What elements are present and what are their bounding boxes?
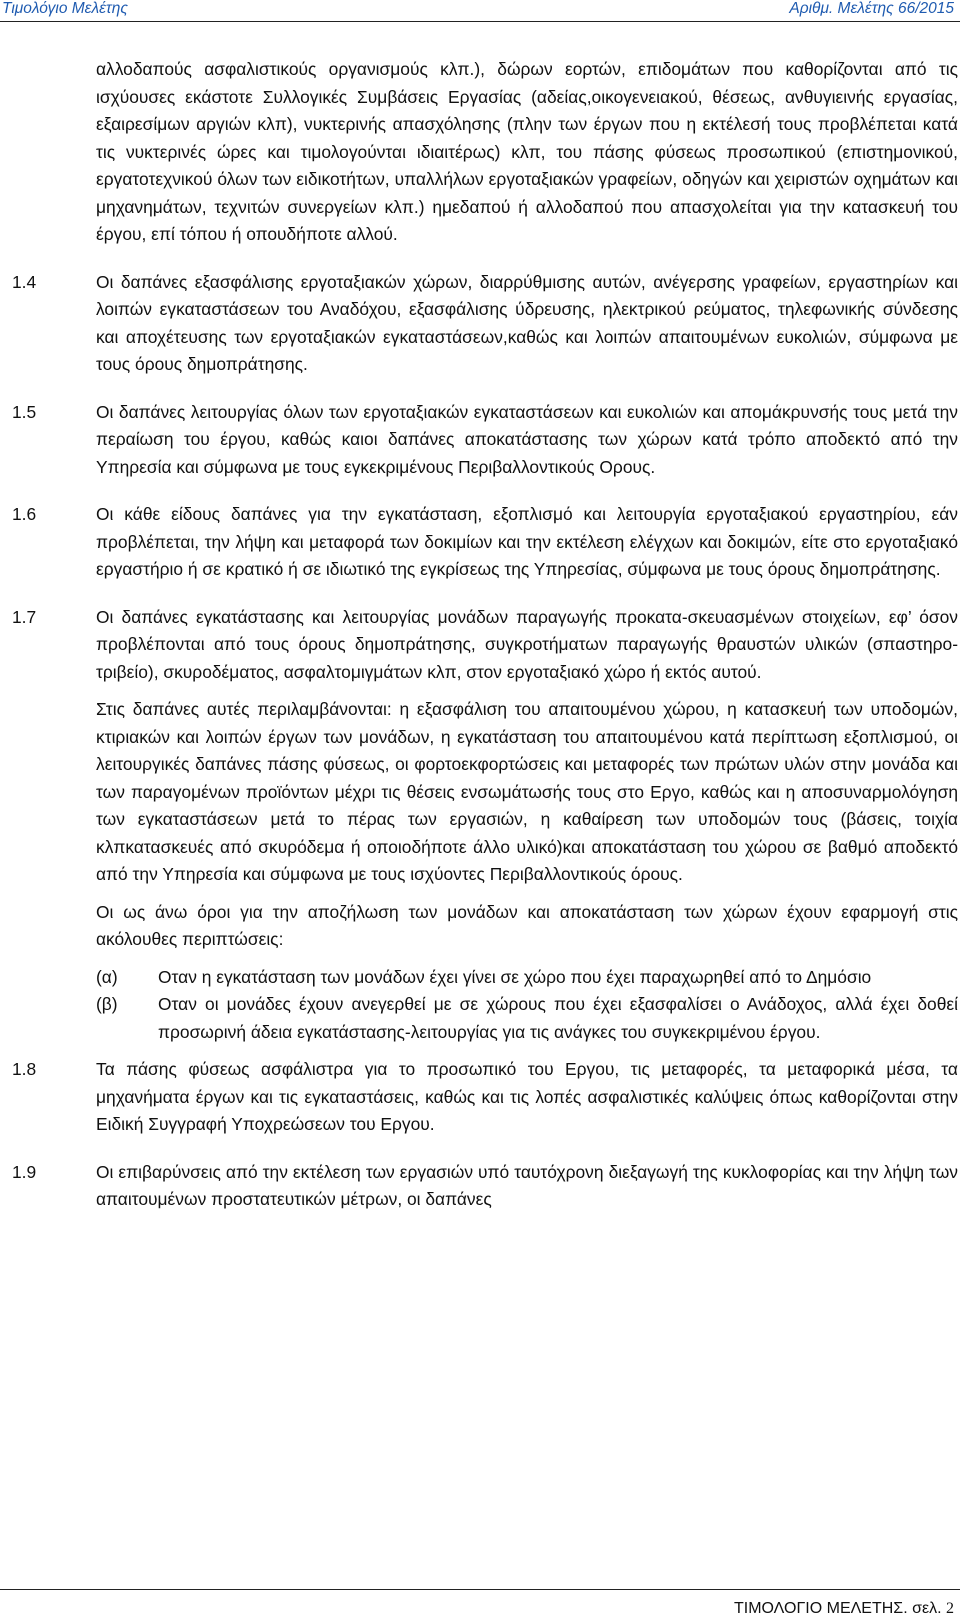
- sub-item-text: Οταν οι μονάδες έχουν ανεγερθεί με σε χώρους που έχει εξασφαλίσει ο Ανάδοχος, αλλά έχει δοθεί προσωρινή άδεια εγκατάστασης-λειτουργίας για τις ανάγκες του συγκεκριμένου έργου.: [158, 994, 958, 1042]
- header-doc-title: Τιμολόγιο Μελέτης: [2, 0, 128, 17]
- header-study-number: Αριθμ. Μελέτης 66/2015: [789, 0, 954, 17]
- item-text: Οι δαπάνες εγκατάστασης και λειτουργίας μονάδων παραγωγής προκατα-σκευασμένων στοιχείων, εφ’ όσον προβλέπονται από τους όρους δημοπράτησης, συγκροτήματων παραγωγής θραυστών υλικών (σπαστηρο-τριβείο), σκυροδέματος, ασφαλτομιγμάτων κλπ, στον εργοταξιακό χώρο ή εκτός αυτού.: [96, 606, 958, 682]
- item-number: 1.8: [12, 1059, 37, 1079]
- item-1-5: [12, 399, 958, 482]
- page-number: 2: [946, 1600, 954, 1617]
- sub-item-b: [96, 991, 958, 1046]
- item-text: Οι δαπάνες λειτουργίας όλων των εργοταξιακών εγκαταστάσεων και ευκολιών και απομάκρυνσής τους μετά την περαίωση του έργου, καθώς καιοι δαπάνες αποκατάστασης των χώρων κατά τρόπο αποδεκτό από την Υπηρεσία και σύμφωνα με τους εγκεκριμένους Περιβαλλοντικούς Ορους.: [96, 401, 958, 477]
- header-divider: [0, 21, 960, 22]
- sub-item-text: Οταν η εγκατάσταση των μονάδων έχει γίνει σε χώρο που έχει παραχωρηθεί από το Δημόσιο: [158, 966, 872, 987]
- page-footer: [734, 1600, 954, 1618]
- item-text: Οι δαπάνες εξασφάλισης εργοταξιακών χώρων, διαρρύθμισης αυτών, ανέγερσης γραφείων, εργαστηρίων και λοιπών εγκαταστάσεων του Αναδόχου, εξασφάλισης ύδρευσης, ηλεκτρικού ρεύματος, τηλεφωνικής σύνδεσης και αποχέτευσης των εργοταξιακών εγκαταστάσεων,καθώς και λοιπών απαιτουμένων ευκολιών, σύμφωνα με τους όρους δημοπράτησης.: [96, 271, 958, 374]
- item-1-4: [12, 269, 958, 379]
- sub-item-label: (α): [96, 966, 118, 987]
- footer-divider: [0, 1589, 960, 1590]
- item-1-9: [12, 1159, 958, 1214]
- document-body: [12, 56, 958, 1214]
- item-number: 1.9: [12, 1161, 37, 1182]
- item-number: 1.7: [12, 606, 37, 627]
- intro-paragraph: αλλοδαπούς ασφαλιστικούς οργανισμούς κλπ.), δώρων εορτών, επιδομάτων που καθορίζονται από τις ισχύουσες εκάστοτε Συλλογικές Συμβάσεις Εργασίας (αδείας,οικογενειακού, θέσεως, ανθυγιεινής εργασίας, εξαιρεσίμων αργιών κλπ), νυκτερινής απασχόλησης (πλην των έργων που η εκτέλεσή τους προβλέπεται κατά τις νυκτερινές ώρες και τιμολογούνται ιδιαιτέρως) κλπ, του πάσης φύσεως προσωπικού (επιστημονικού, εργατοτεχνικού όλων των ειδικοτήτων, υπαλλήλων εργοταξιακών γραφείων, οδηγών και χειριστών οχημάτων και μηχανημάτων, τεχνιτών συνεργείων κλπ.) ημεδαπού ή αλλοδαπού που απασχολείται για την κατασκευή του έργου, επί τόπου ή οπουδήποτε αλλού.: [96, 59, 958, 244]
- item-text: Οι κάθε είδους δαπάνες για την εγκατάσταση, εξοπλισμό και λειτουργία εργοταξιακού εργαστηρίου, εάν προβλέπεται, την λήψη και μεταφορά των δοκιμίων και την εκτέλεση ελέγχων και δοκιμών, είτε στο εργοταξιακό εργαστήριο ή σε κρατικό ή σε ιδιωτικό της εγκρίσεως της Υπηρεσίας, σύμφωνα με τους όρους δημοπράτησης.: [96, 504, 958, 579]
- item-text: Οι επιβαρύνσεις από την εκτέλεση των εργασιών υπό ταυτόχρονη διεξαγωγή της κυκλοφορίας και την λήψη των απαιτουμένων προστατευτικών μέτρων, οι δαπάνες: [96, 1161, 958, 1209]
- item-1-7: [12, 604, 958, 1047]
- page-header: [0, 0, 960, 22]
- footer-label: ΤΙΜΟΛΟΓΙΟ ΜΕΛΕΤΗΣ. σελ.: [733, 1600, 942, 1617]
- item-text: Τα πάσης φύσεως ασφάλιστρα για το προσωπικό του Εργου, τις μεταφορές, τα μεταφορικά μέσα, τα μηχανήματα έργων και τις εγκαταστάσεις, καθώς και τις λοπές ασφαλιστικές καλύψεις όπως καθορίζονται στην Ειδική Συγγραφή Υποχρεώσεων του Εργου.: [96, 1059, 958, 1134]
- item-1-8: [12, 1056, 958, 1139]
- sub-item-label: (β): [96, 994, 118, 1014]
- item-number: 1.4: [12, 271, 37, 292]
- item-number: 1.5: [12, 401, 37, 422]
- item-number: 1.6: [12, 504, 37, 524]
- item-paragraph-3: Οι ως άνω όροι για την αποζήλωση των μονάδων και αποκατάσταση των χώρων έχουν εφαρμογή στις ακόλουθες περιπτώσεις:: [96, 901, 958, 949]
- sub-item-a: [96, 964, 958, 992]
- item-1-6: [12, 501, 958, 584]
- item-paragraph-2: Στις δαπάνες αυτές περιλαμβάνονται: η εξασφάλιση του απαιτουμένου χώρου, η κατασκευή των υποδομών, κτιριακών και λοιπών έργων των μονάδων, η εγκατάσταση του απαιτουμένου κατά περίπτωση εξοπλισμού, οι λειτουργικές δαπάνες πάσης φύσεως, οι φορτοεκφορτώσεις και μεταφορές των πρώτων υλών στην μονάδα και των παραγομένων προϊόντων μέχρι τις θέσεις ενσωμάτωσής τους στο Εργο, καθώς και η αποσυναρμολόγηση των εγκαταστάσεων μετά το πέρας των εργασιών, η καθαίρεση των υποδομών τους (βάσεις, τοιχία κλπκατασκευές από σκυρόδεμα ή οποιοδήποτε άλλο υλικό)και αποκατάσταση του χώρου σε βαθμό αποδεκτό από την Υπηρεσία και σύμφωνα με τους ισχύοντες Περιβαλλοντικούς όρους.: [96, 699, 958, 884]
